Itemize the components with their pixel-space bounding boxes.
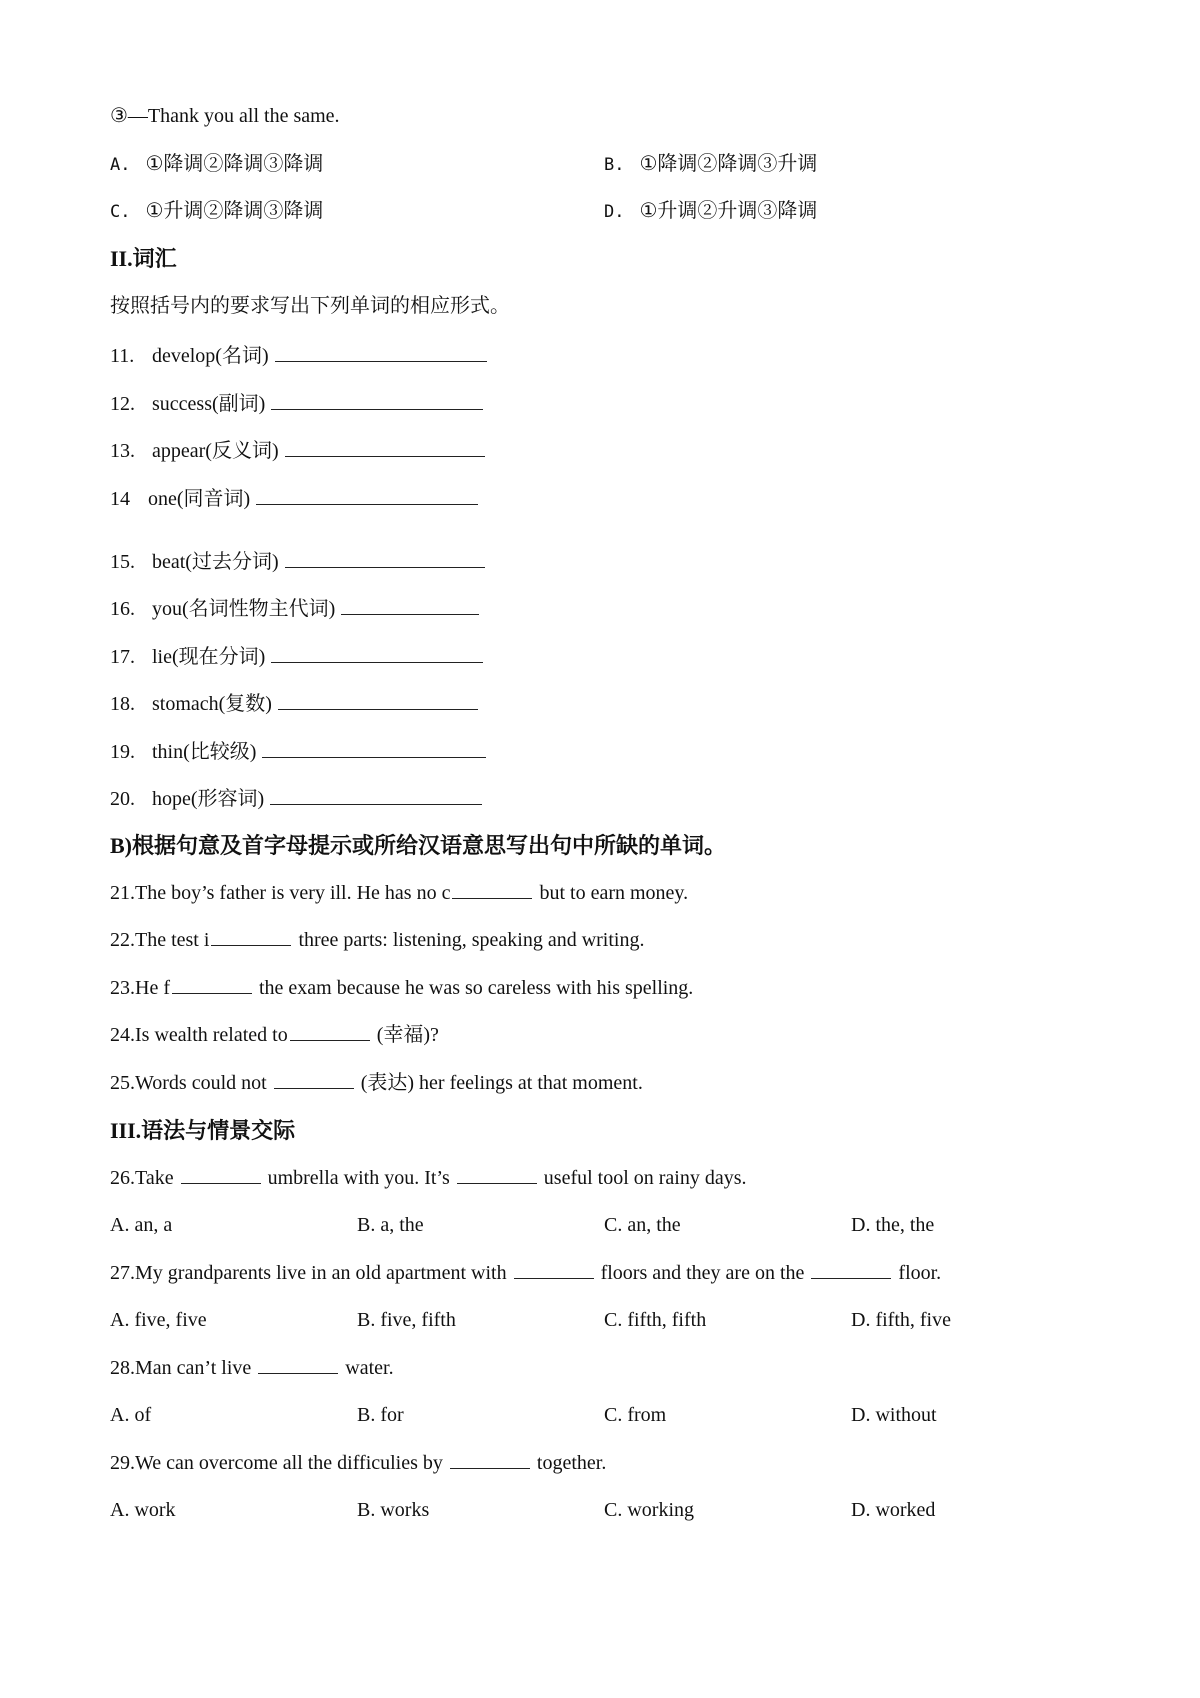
answer-blank[interactable] bbox=[450, 1450, 530, 1469]
vocab-item-20 bbox=[110, 784, 482, 812]
vocab-item-19 bbox=[110, 737, 486, 765]
item-number: 15. bbox=[110, 551, 135, 573]
sentence-end: (幸福)? bbox=[371, 1024, 439, 1046]
answer-blank[interactable] bbox=[258, 1355, 338, 1374]
vocab-item-13 bbox=[110, 436, 485, 464]
answer-blank[interactable] bbox=[271, 642, 483, 663]
fill-item-21 bbox=[110, 880, 688, 906]
q28-option-d[interactable]: D. without bbox=[851, 1404, 937, 1426]
sentence-end: three parts: listening, speaking and writing. bbox=[293, 929, 645, 951]
section-2-instruction: 按照括号内的要求写出下列单词的相应形式。 bbox=[110, 295, 510, 317]
sentence-start: 21.The boy’s father is very ill. He has no c bbox=[110, 882, 451, 904]
vocab-item-11 bbox=[110, 341, 487, 369]
item-text: appear(反义词) bbox=[152, 440, 279, 462]
item-text: success(副词) bbox=[152, 393, 266, 415]
q26-option-c[interactable]: C. an, the bbox=[604, 1214, 681, 1236]
answer-blank[interactable] bbox=[181, 1165, 261, 1184]
item-text: hope(形容词) bbox=[152, 788, 265, 810]
item-number: 12. bbox=[110, 393, 135, 415]
question-text: umbrella with you. It’s bbox=[262, 1167, 455, 1189]
option-text: ①升调②降调③降调 bbox=[145, 200, 324, 222]
question-text: floor. bbox=[893, 1262, 942, 1284]
option-d[interactable] bbox=[604, 198, 817, 225]
vocab-item-17 bbox=[110, 642, 483, 670]
fill-item-24 bbox=[110, 1022, 439, 1048]
vocab-item-15 bbox=[110, 547, 485, 575]
question-text: 29.We can overcome all the difficulies by bbox=[110, 1452, 448, 1474]
item-text: one(同音词) bbox=[148, 488, 251, 510]
vocab-item-12 bbox=[110, 389, 483, 417]
item-text: you(名词性物主代词) bbox=[152, 598, 336, 620]
option-a[interactable] bbox=[110, 151, 323, 178]
item-text: lie(现在分词) bbox=[152, 646, 266, 668]
vocab-item-16 bbox=[110, 594, 479, 622]
option-text: ①降调②降调③降调 bbox=[145, 153, 324, 175]
answer-blank[interactable] bbox=[271, 389, 483, 410]
item-text: develop(名词) bbox=[152, 345, 269, 367]
question-26 bbox=[110, 1165, 747, 1191]
option-label: C. bbox=[110, 202, 131, 222]
answer-blank[interactable] bbox=[275, 341, 487, 362]
answer-blank[interactable] bbox=[457, 1165, 537, 1184]
option-label: D. bbox=[604, 202, 625, 222]
answer-blank[interactable] bbox=[172, 975, 252, 994]
question-text: 26.Take bbox=[110, 1167, 179, 1189]
answer-blank[interactable] bbox=[270, 784, 482, 805]
item-number: 19. bbox=[110, 741, 135, 763]
question-27 bbox=[110, 1260, 941, 1286]
item-number: 13. bbox=[110, 440, 135, 462]
q29-option-d[interactable]: D. worked bbox=[851, 1499, 936, 1521]
q26-option-d[interactable]: D. the, the bbox=[851, 1214, 935, 1236]
answer-blank[interactable] bbox=[285, 547, 485, 568]
sentence-end: but to earn money. bbox=[534, 882, 689, 904]
question-text: useful tool on rainy days. bbox=[538, 1167, 747, 1189]
answer-blank[interactable] bbox=[290, 1022, 370, 1041]
answer-blank[interactable] bbox=[452, 880, 532, 899]
vocab-item-14 bbox=[110, 484, 478, 512]
answer-blank[interactable] bbox=[811, 1260, 891, 1279]
answer-blank[interactable] bbox=[256, 484, 478, 505]
q28-option-a[interactable]: A. of bbox=[110, 1404, 152, 1426]
answer-blank[interactable] bbox=[341, 594, 479, 615]
q26-option-b[interactable]: B. a, the bbox=[357, 1214, 424, 1236]
sentence-end: the exam because he was so careless with his spelling. bbox=[253, 977, 694, 999]
fill-item-23 bbox=[110, 975, 693, 1001]
option-text: ①降调②降调③升调 bbox=[639, 153, 818, 175]
q28-option-b[interactable]: B. for bbox=[357, 1404, 404, 1426]
answer-blank[interactable] bbox=[274, 1070, 354, 1089]
question-29 bbox=[110, 1450, 606, 1476]
item-number: 17. bbox=[110, 646, 135, 668]
sentence-start: 24.Is wealth related to bbox=[110, 1024, 288, 1046]
question-text: together. bbox=[531, 1452, 607, 1474]
item-number: 11. bbox=[110, 345, 135, 367]
q28-option-c[interactable]: C. from bbox=[604, 1404, 667, 1426]
question-text: water. bbox=[340, 1357, 394, 1379]
section-2b-instruction: B)根据句意及首字母提示或所给汉语意思写出句中所缺的单词。 bbox=[110, 833, 727, 858]
item-3-text: ③—Thank you all the same. bbox=[110, 105, 340, 127]
sentence-start: 25.Words could not bbox=[110, 1072, 272, 1094]
item-number: 20. bbox=[110, 788, 135, 810]
q27-option-a[interactable]: A. five, five bbox=[110, 1309, 207, 1331]
q29-option-b[interactable]: B. works bbox=[357, 1499, 430, 1521]
option-b[interactable] bbox=[604, 151, 817, 178]
vocab-item-18 bbox=[110, 689, 478, 717]
question-text: floors and they are on the bbox=[595, 1262, 810, 1284]
q29-option-a[interactable]: A. work bbox=[110, 1499, 176, 1521]
item-number: 14 bbox=[110, 488, 130, 510]
answer-blank[interactable] bbox=[262, 737, 486, 758]
section-3-title: III.语法与情景交际 bbox=[110, 1118, 296, 1143]
item-number: 16. bbox=[110, 598, 135, 620]
answer-blank[interactable] bbox=[514, 1260, 594, 1279]
section-2-title: II.词汇 bbox=[110, 246, 177, 271]
q27-option-b[interactable]: B. five, fifth bbox=[357, 1309, 456, 1331]
question-text: 28.Man can’t live bbox=[110, 1357, 257, 1379]
q26-option-a[interactable]: A. an, a bbox=[110, 1214, 173, 1236]
question-text: 27.My grandparents live in an old apartment with bbox=[110, 1262, 512, 1284]
option-c[interactable] bbox=[110, 198, 323, 225]
fill-item-22 bbox=[110, 927, 644, 953]
item-text: thin(比较级) bbox=[152, 741, 257, 763]
sentence-start: 22.The test i bbox=[110, 929, 210, 951]
option-text: ①升调②升调③降调 bbox=[639, 200, 818, 222]
q27-option-c[interactable]: C. fifth, fifth bbox=[604, 1309, 707, 1331]
answer-blank[interactable] bbox=[278, 689, 478, 710]
item-number: 18. bbox=[110, 693, 135, 715]
question-28 bbox=[110, 1355, 394, 1381]
answer-blank[interactable] bbox=[285, 436, 485, 457]
answer-blank[interactable] bbox=[211, 927, 291, 946]
sentence-end: (表达) her feelings at that moment. bbox=[355, 1072, 643, 1094]
sentence-start: 23.He f bbox=[110, 977, 170, 999]
q27-option-d[interactable]: D. fifth, five bbox=[851, 1309, 951, 1331]
item-text: beat(过去分词) bbox=[152, 551, 279, 573]
option-label: B. bbox=[604, 155, 625, 175]
item-text: stomach(复数) bbox=[152, 693, 272, 715]
q29-option-c[interactable]: C. working bbox=[604, 1499, 694, 1521]
option-label: A. bbox=[110, 155, 131, 175]
fill-item-25 bbox=[110, 1070, 643, 1096]
